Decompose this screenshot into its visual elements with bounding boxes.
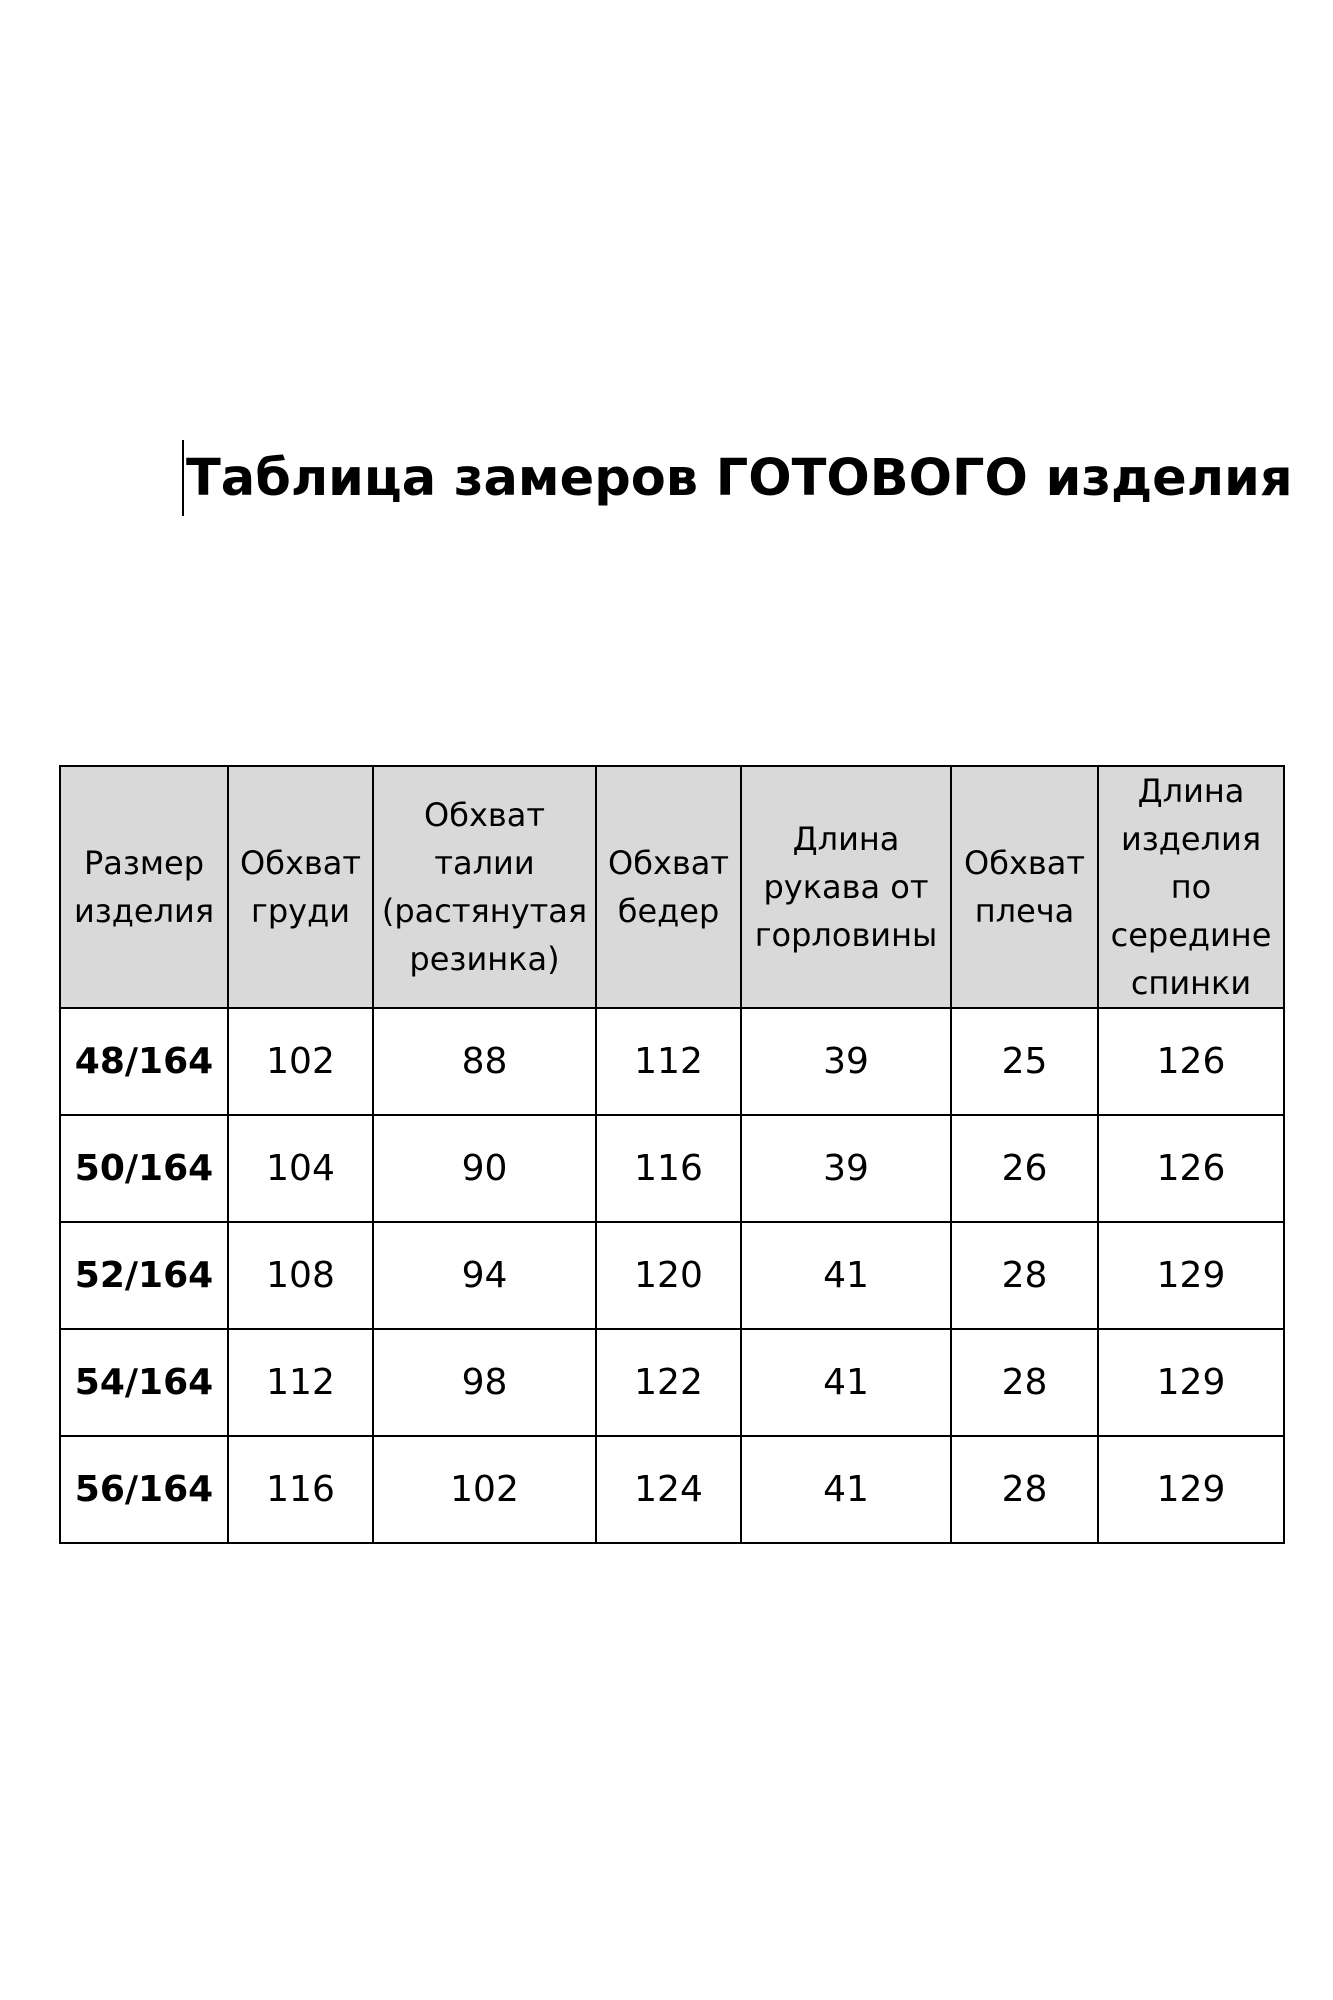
hips-cell: 120 xyxy=(596,1222,741,1329)
table-row xyxy=(60,1115,1284,1222)
header-size: Размер изделия xyxy=(60,766,228,1008)
size-cell: 54/164 xyxy=(60,1329,228,1436)
header-waist: Обхват талии (растянутая резинка) xyxy=(373,766,596,1008)
header-sleeve-length: Длина рукава от горловины xyxy=(741,766,951,1008)
waist-cell: 98 xyxy=(373,1329,596,1436)
hips-cell: 122 xyxy=(596,1329,741,1436)
sleeve-cell: 41 xyxy=(741,1329,951,1436)
size-cell: 48/164 xyxy=(60,1008,228,1115)
table-row xyxy=(60,1008,1284,1115)
shoulder-cell: 28 xyxy=(951,1436,1098,1543)
waist-cell: 102 xyxy=(373,1436,596,1543)
chest-cell: 104 xyxy=(228,1115,373,1222)
header-hips: Обхват бедер xyxy=(596,766,741,1008)
sleeve-cell: 41 xyxy=(741,1222,951,1329)
back-length-cell: 129 xyxy=(1098,1436,1284,1543)
table-row xyxy=(60,1436,1284,1543)
shoulder-cell: 25 xyxy=(951,1008,1098,1115)
shoulder-cell: 28 xyxy=(951,1222,1098,1329)
chest-cell: 116 xyxy=(228,1436,373,1543)
hips-cell: 112 xyxy=(596,1008,741,1115)
back-length-cell: 126 xyxy=(1098,1115,1284,1222)
header-chest: Обхват груди xyxy=(228,766,373,1008)
sleeve-cell: 41 xyxy=(741,1436,951,1543)
shoulder-cell: 26 xyxy=(951,1115,1098,1222)
table-row xyxy=(60,1329,1284,1436)
table-header-row xyxy=(60,766,1284,1008)
size-cell: 56/164 xyxy=(60,1436,228,1543)
size-cell: 52/164 xyxy=(60,1222,228,1329)
hips-cell: 116 xyxy=(596,1115,741,1222)
table-row xyxy=(60,1222,1284,1329)
header-back-length: Длина изделия по середине спинки xyxy=(1098,766,1284,1008)
chest-cell: 112 xyxy=(228,1329,373,1436)
sleeve-cell: 39 xyxy=(741,1008,951,1115)
chest-cell: 102 xyxy=(228,1008,373,1115)
measurements-table xyxy=(59,765,1285,1544)
chest-cell: 108 xyxy=(228,1222,373,1329)
waist-cell: 88 xyxy=(373,1008,596,1115)
hips-cell: 124 xyxy=(596,1436,741,1543)
sleeve-cell: 39 xyxy=(741,1115,951,1222)
back-length-cell: 129 xyxy=(1098,1222,1284,1329)
header-shoulder: Обхват плеча xyxy=(951,766,1098,1008)
back-length-cell: 126 xyxy=(1098,1008,1284,1115)
waist-cell: 94 xyxy=(373,1222,596,1329)
text-cursor xyxy=(182,440,184,516)
waist-cell: 90 xyxy=(373,1115,596,1222)
document-title: Таблица замеров ГОТОВОГО изделия xyxy=(186,449,1293,508)
shoulder-cell: 28 xyxy=(951,1329,1098,1436)
size-cell: 50/164 xyxy=(60,1115,228,1222)
back-length-cell: 129 xyxy=(1098,1329,1284,1436)
